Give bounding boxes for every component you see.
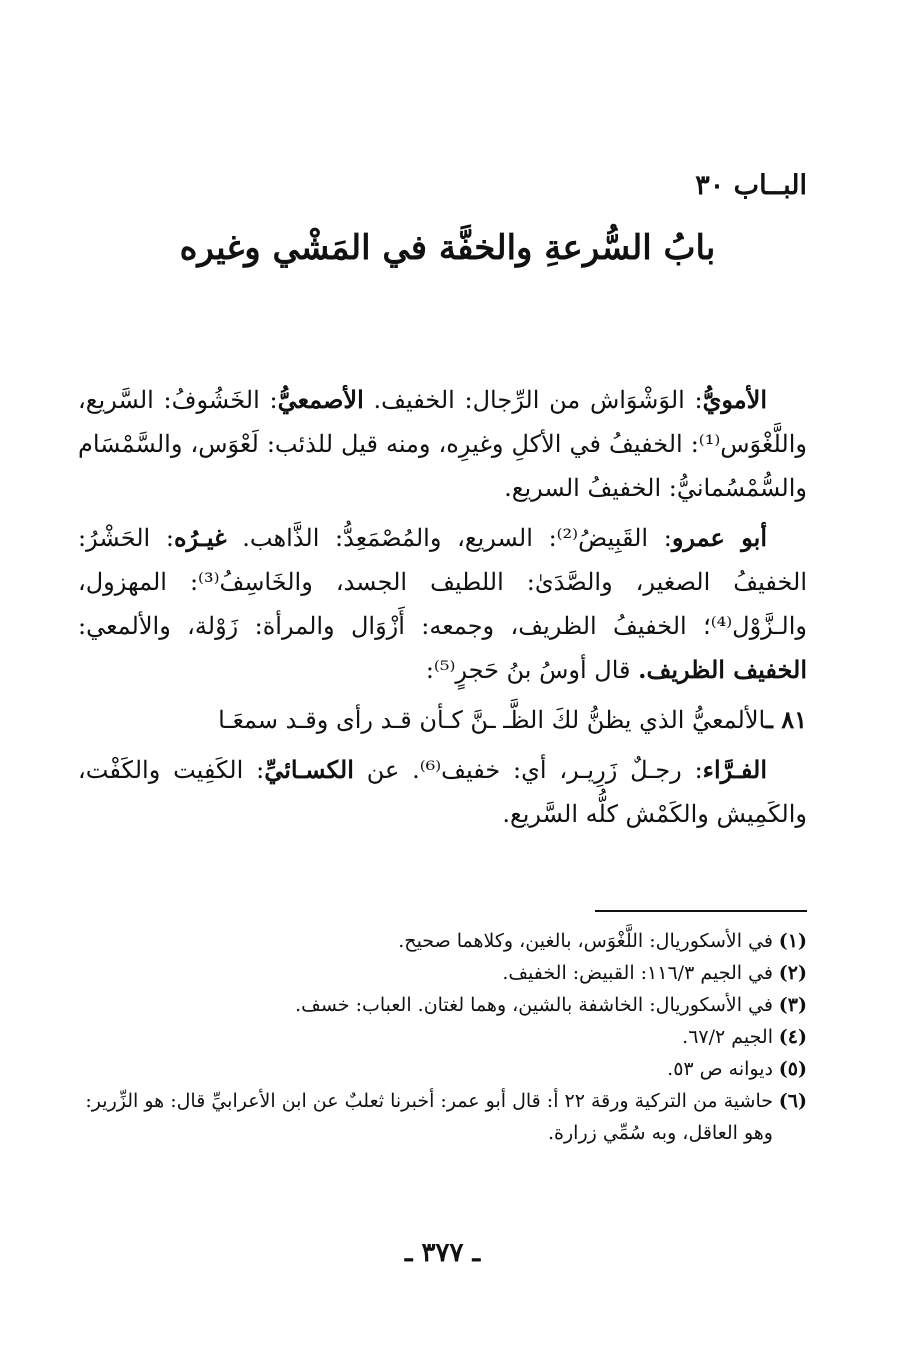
chapter-label: البــاب ٣٠ xyxy=(695,170,807,201)
verse-text: الألمعيُّ الذي يظنُّ لكَ الظَّـ ـنَّ كـأن قـد رأى وقـد سمعَـا xyxy=(218,706,766,734)
footnote-mark: (٦) xyxy=(778,1090,807,1112)
paragraph-text: : الكَفِيت والكَفْت، والكَمِيش والكَمْش كلُّه السَّريع. xyxy=(78,756,807,828)
chapter-title: بابُ السُّرعةِ والخفَّة في المَشْي وغيره xyxy=(179,228,716,268)
footnote-text: حاشية من التركية ورقة ٢٢ أ: قال أبو عمر: أخبرنا ثعلبٌ عن ابن الأعرابيِّ قال: هو الزِّرير: وهو العاقل، وبه سُمِّي زرارة. xyxy=(85,1090,773,1144)
scholar-name: الكسـائيِّ xyxy=(264,755,354,784)
paragraph-text: : الوَشْوَاش من الرِّجال: الخفيف. xyxy=(363,386,703,414)
footnote xyxy=(78,1085,807,1149)
footnote-mark: (٤) xyxy=(778,1026,807,1048)
paragraph-text: : القَبِيضُ⁽²⁾: السريع، والمُصْمَعِدُّ: الذَّاهب. xyxy=(226,524,672,552)
paragraph-3 xyxy=(78,748,807,836)
footnote-text: في الأسكوريال: الخاشفة بالشين، وهما لغتان. العباب: خسف. xyxy=(295,994,773,1016)
scholar-name: الأصمعيُّ xyxy=(277,385,364,414)
paragraph-text: قال أوسُ بنُ حَجرٍ⁽⁵⁾: xyxy=(425,656,639,684)
paragraph-2 xyxy=(78,516,807,692)
main-text xyxy=(78,378,807,842)
verse-number: ٨١ ـ xyxy=(765,705,807,734)
footnote xyxy=(78,1053,807,1085)
scholar-name: الأمويُّ xyxy=(702,385,767,414)
footnote-divider xyxy=(595,910,807,912)
footnote-text: في الجيم ١١٦/٣: القبيض: الخفيف. xyxy=(502,962,773,984)
scholar-name: الفـرَّاء xyxy=(702,755,768,784)
footnote-mark: (٣) xyxy=(778,994,807,1016)
footnote xyxy=(78,925,807,957)
paragraph-text: : الخَشُوفُ: السَّريع، واللَّغْوَس⁽¹⁾: الخفيفُ في الأكلِ وغيرِه، ومنه قيل للذئب: لَعْوَس، والسَّمْسَام والسُّمْسُمانيُّ: الخفيفُ السريع. xyxy=(78,386,807,502)
footnote-mark: (٢) xyxy=(778,962,807,984)
footnote xyxy=(78,957,807,989)
paragraph-text: : الحَشْرُ: الخفيفُ الصغير، والصَّدَىٰ: اللطيف الجسد، والخَاسِفُ⁽³⁾: المهزول، والـزَّوْل⁽⁴⁾؛ الخفيفُ الظريف، وجمعه: أَزْوَال والمرأة: زَوْلة، والألمعي: xyxy=(78,524,808,640)
scholar-name: غيـرُه xyxy=(173,523,227,552)
footnote-text: الجيم ٦٧/٢. xyxy=(682,1026,773,1048)
verse-line xyxy=(78,698,807,742)
footnote-text: في الأسكوريال: اللَّغْوَس، بالغين، وكلاهما صحيح. xyxy=(398,930,773,952)
footnote xyxy=(78,1021,807,1053)
paragraph-1 xyxy=(78,378,807,510)
footnote-mark: (٥) xyxy=(778,1058,807,1080)
footnote-text: ديوانه ص ٥٣. xyxy=(667,1058,773,1080)
bold-term: الخفيف الظريف. xyxy=(638,655,807,684)
footnote-mark: (١) xyxy=(778,930,807,952)
paragraph-text: : رجـلٌ زَرِيـر، أي: خفيف⁽⁶⁾. عن xyxy=(353,756,703,784)
scholar-name: أبو عمرو xyxy=(671,523,767,552)
page-number: ـ ٣٧٧ ـ xyxy=(404,1238,481,1268)
footnotes xyxy=(78,925,807,1149)
footnote xyxy=(78,989,807,1021)
